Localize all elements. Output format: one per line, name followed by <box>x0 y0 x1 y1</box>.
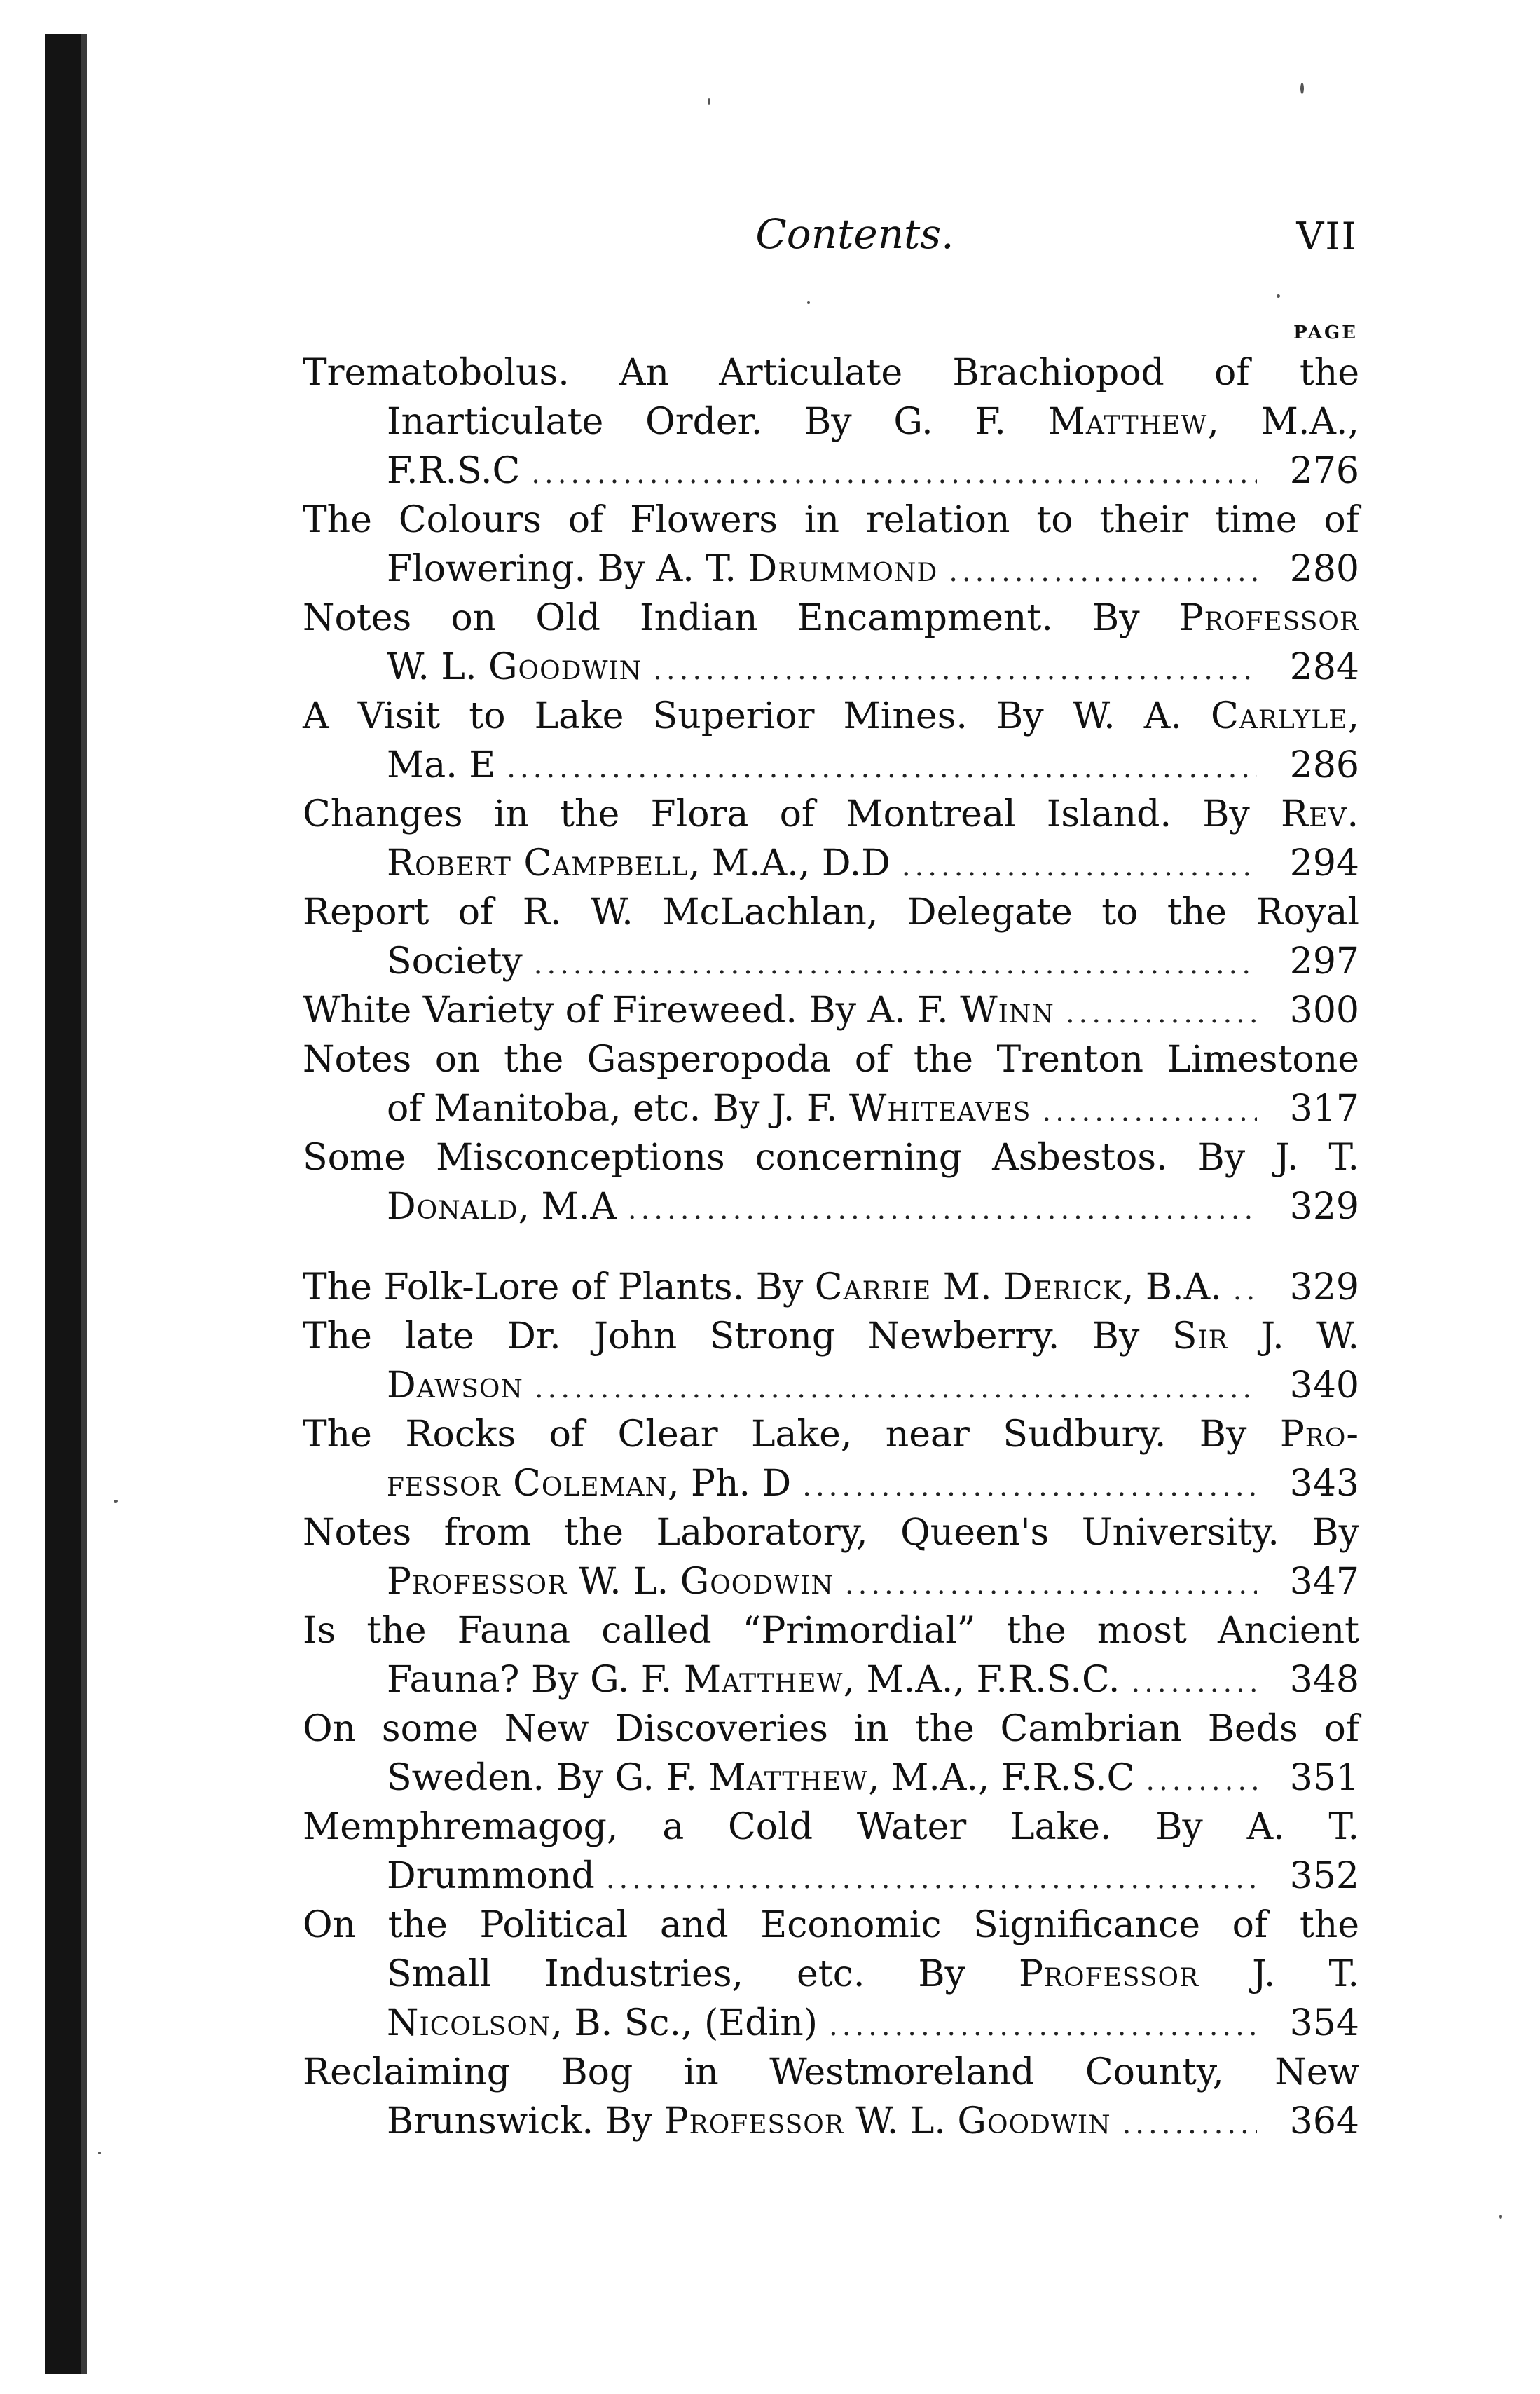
entry-page-number: 329 <box>1289 1186 1359 1228</box>
entry-text: Trematobolus. An Articulate Brachiopod of the <box>303 352 1359 394</box>
entry-text: , <box>1347 695 1359 737</box>
entry-text: On some New Discoveries in the Cambrian Beds of <box>303 1708 1359 1750</box>
toc-entry <box>303 495 1359 594</box>
toc-entry <box>303 790 1359 888</box>
toc-line <box>303 1999 1359 2048</box>
author-name: Professor <box>1018 1953 1199 1995</box>
author-name: Matthew <box>1047 401 1208 443</box>
toc-line-text <box>303 1901 1359 1950</box>
dot-leader <box>507 744 1257 793</box>
entry-text: , M.A., D.D <box>688 842 891 884</box>
toc-line <box>303 1753 1359 1803</box>
toc-line <box>303 937 1359 986</box>
entry-text: , M.A., <box>1207 401 1359 443</box>
toc-entry <box>303 2048 1359 2146</box>
toc-line <box>303 1557 1359 1606</box>
toc-line <box>303 1263 1359 1312</box>
entry-page-number: 340 <box>1289 1364 1359 1407</box>
entry-text: Memphremagog, a Cold Water Lake. By A. T. <box>303 1806 1359 1848</box>
toc-line <box>303 1508 1359 1557</box>
toc-line-text <box>387 937 523 986</box>
toc-line-text <box>387 446 520 495</box>
entry-text: Drummond <box>387 1855 595 1897</box>
toc-line <box>303 1901 1359 1950</box>
author-name: Carlyle <box>1211 695 1348 737</box>
entry-page-number: 351 <box>1289 1757 1359 1799</box>
toc-entry <box>303 1035 1359 1133</box>
toc-line-text <box>303 1704 1359 1753</box>
toc-line-text <box>387 1753 1134 1803</box>
author-name: Professor <box>664 2100 844 2142</box>
entry-text: The Folk-Lore of Plants. By <box>303 1266 815 1308</box>
entry-text: Notes on the Gasperopoda of the Trenton Limestone <box>303 1039 1359 1081</box>
entry-text: Some Misconceptions concerning Asbestos. By J. T. <box>303 1137 1359 1179</box>
toc-line-text <box>387 1999 818 2048</box>
toc-line <box>303 1312 1359 1361</box>
entry-text: Fauna? By G. F. <box>387 1659 684 1701</box>
toc-line-text <box>387 1852 595 1901</box>
entry-text: Notes from the Laboratory, Queen's University. By <box>303 1512 1359 1554</box>
toc-line-text <box>387 643 642 692</box>
dot-leader <box>1131 1658 1257 1707</box>
toc-line <box>303 594 1359 643</box>
toc-line-text <box>387 545 937 594</box>
dot-leader <box>534 940 1257 989</box>
entry-text: , Ph. D <box>667 1463 792 1505</box>
toc-entry <box>303 986 1359 1035</box>
entry-page-number: 280 <box>1289 548 1359 590</box>
toc-line-text <box>303 692 1359 741</box>
author-name: Dawson <box>387 1364 523 1407</box>
dot-leader <box>1066 989 1257 1038</box>
toc-line <box>303 741 1359 790</box>
dot-leader <box>628 1185 1257 1234</box>
entry-text: The late Dr. John Strong Newberry. By <box>303 1315 1172 1357</box>
toc-line <box>303 986 1359 1035</box>
toc-line-text <box>387 1182 617 1231</box>
entry-page-number: 352 <box>1289 1855 1359 1897</box>
toc-line <box>303 348 1359 397</box>
entry-page-number: 276 <box>1289 450 1359 492</box>
toc-line-text <box>303 1263 1222 1312</box>
dot-leader <box>1233 1266 1257 1315</box>
toc-entry <box>303 1606 1359 1704</box>
entry-text: W. L. <box>567 1561 680 1603</box>
entry-text: W. L. <box>844 2100 958 2142</box>
dot-leader <box>653 645 1257 695</box>
toc-line <box>303 1606 1359 1655</box>
running-header-title: Contents. <box>755 210 954 258</box>
author-name: Nicolson <box>387 2002 551 2044</box>
author-name: Rev. <box>1281 793 1359 835</box>
toc-line-text <box>303 1508 1359 1557</box>
toc-line-text <box>303 1606 1359 1655</box>
toc-line <box>303 2097 1359 2146</box>
entry-text: M. <box>931 1266 1004 1308</box>
toc-line-text <box>387 397 1359 446</box>
entry-text: Reclaiming Bog in Westmoreland County, New <box>303 2051 1359 2093</box>
toc-entry <box>303 1133 1359 1231</box>
entry-page-number: 297 <box>1289 940 1359 983</box>
toc-line <box>303 790 1359 839</box>
entry-page-number: 354 <box>1289 2002 1359 2044</box>
entry-text: Changes in the Flora of Montreal Island. By <box>303 793 1281 835</box>
entry-text: The Colours of Flowers in relation to their time of <box>303 499 1359 541</box>
toc-line <box>303 545 1359 594</box>
toc-line <box>303 692 1359 741</box>
entry-text: Inarticulate Order. By G. F. <box>387 401 1048 443</box>
toc-line <box>303 2048 1359 2097</box>
author-name: Robert Campbell <box>387 842 689 884</box>
toc-line <box>303 1950 1359 1999</box>
author-name: Sir <box>1171 1315 1228 1357</box>
dot-leader <box>845 1560 1257 1609</box>
toc-line-text <box>303 1035 1359 1084</box>
entry-text: Sweden. By G. F. <box>387 1757 709 1799</box>
book-spine-shadow <box>45 34 81 2374</box>
toc-line <box>303 643 1359 692</box>
toc-line-text <box>303 1803 1359 1852</box>
toc-entry <box>303 1704 1359 1803</box>
table-of-contents <box>303 348 1359 2146</box>
author-name: Goodwin <box>957 2100 1111 2142</box>
entry-text: Flowering. By A. T. <box>387 548 748 590</box>
toc-entry <box>303 888 1359 986</box>
dot-leader <box>802 1462 1257 1511</box>
entry-text: Brunswick. By <box>387 2100 664 2142</box>
entry-page-number: 364 <box>1289 2100 1359 2142</box>
toc-line-text <box>303 348 1359 397</box>
toc-line <box>303 1803 1359 1852</box>
toc-line <box>303 888 1359 937</box>
page-number: VII <box>1296 214 1358 259</box>
entry-text: J. T. <box>1199 1953 1360 1995</box>
toc-line <box>303 1852 1359 1901</box>
toc-line-text <box>303 2048 1359 2097</box>
toc-entry <box>303 1263 1359 1312</box>
entry-text: , B.A. <box>1122 1266 1222 1308</box>
toc-line <box>303 1035 1359 1084</box>
toc-line <box>303 1704 1359 1753</box>
author-name: Winn <box>960 990 1054 1032</box>
entry-text: A Visit to Lake Superior Mines. By W. A. <box>303 695 1211 737</box>
author-name: Pro- <box>1279 1414 1359 1456</box>
author-name: Drummond <box>748 548 938 590</box>
toc-entry <box>303 348 1359 495</box>
dot-leader <box>606 1854 1257 1903</box>
toc-line-text <box>387 1459 791 1508</box>
author-name: Carrie <box>814 1266 932 1308</box>
author-name: Matthew <box>683 1659 844 1701</box>
dot-leader <box>531 449 1257 498</box>
toc-line-text <box>303 495 1359 545</box>
toc-entry <box>303 1312 1359 1410</box>
entry-text: On the Political and Economic Significance of the <box>303 1904 1359 1946</box>
page-column-label: PAGE <box>1293 322 1358 343</box>
entry-text: Small Industries, etc. By <box>387 1953 1019 1995</box>
toc-line <box>303 1084 1359 1133</box>
author-name: Goodwin <box>488 646 642 688</box>
toc-line-text <box>303 986 1054 1035</box>
dot-leader <box>949 547 1257 596</box>
toc-entry <box>303 692 1359 790</box>
entry-text: F.R.S.C <box>387 450 521 492</box>
author-name: Professor <box>1178 597 1359 639</box>
entry-page-number: 286 <box>1289 744 1359 786</box>
entry-text: White Variety of Fireweed. By A. F. <box>303 990 961 1032</box>
entry-page-number: 348 <box>1289 1659 1359 1701</box>
dot-leader <box>1122 2100 1257 2149</box>
toc-line-text <box>303 1410 1359 1459</box>
author-name: fessor Coleman <box>387 1463 668 1505</box>
dot-leader <box>535 1364 1257 1413</box>
toc-line-text <box>387 2097 1111 2146</box>
toc-entry <box>303 1803 1359 1901</box>
author-name: Matthew <box>708 1757 869 1799</box>
entry-text: of Manitoba, etc. By J. F. <box>387 1088 849 1130</box>
toc-line <box>303 446 1359 495</box>
toc-line <box>303 1459 1359 1508</box>
toc-line-text <box>303 1133 1359 1182</box>
toc-line <box>303 1133 1359 1182</box>
dot-leader <box>829 2002 1257 2051</box>
toc-line-text <box>387 1084 1031 1133</box>
toc-line-text <box>303 888 1359 937</box>
entry-text: Ma. E <box>387 744 496 786</box>
toc-line <box>303 1361 1359 1410</box>
toc-line <box>303 1655 1359 1704</box>
entry-text: The Rocks of Clear Lake, near Sudbury. By <box>303 1414 1280 1456</box>
entry-page-number: 347 <box>1289 1561 1359 1603</box>
toc-line-text <box>303 1312 1359 1361</box>
entry-page-number: 284 <box>1289 646 1359 688</box>
author-name: Professor <box>387 1561 568 1603</box>
entry-text: , M.A <box>518 1186 617 1228</box>
author-name: Derick <box>1003 1266 1122 1308</box>
toc-entry <box>303 1508 1359 1606</box>
entry-text: Report of R. W. McLachlan, Delegate to the Royal <box>303 891 1359 933</box>
author-name: Donald <box>387 1186 518 1228</box>
toc-entry <box>303 1901 1359 2048</box>
entry-page-number: 329 <box>1289 1266 1359 1308</box>
entry-text: , B. Sc., (Edin) <box>551 2002 818 2044</box>
toc-line <box>303 839 1359 888</box>
dot-leader <box>1146 1756 1257 1805</box>
toc-line-text <box>387 839 891 888</box>
dot-leader <box>1042 1087 1257 1136</box>
entry-page-number: 317 <box>1289 1088 1359 1130</box>
toc-line-text <box>387 1655 1120 1704</box>
toc-line-text <box>387 1361 523 1410</box>
entry-text: Is the Fauna called “Primordial” the most Ancient <box>303 1610 1359 1652</box>
entry-text: Notes on Old Indian Encampment. By <box>303 597 1179 639</box>
toc-line <box>303 1182 1359 1231</box>
book-spine-edge <box>81 34 87 2374</box>
toc-line-text <box>303 594 1359 643</box>
entry-page-number: 343 <box>1289 1463 1359 1505</box>
entry-text: Society <box>387 940 523 983</box>
dot-leader <box>902 842 1257 891</box>
entry-text: , M.A., F.R.S.C <box>868 1757 1135 1799</box>
toc-line <box>303 495 1359 545</box>
entry-text: J. W. <box>1228 1315 1359 1357</box>
toc-line <box>303 1410 1359 1459</box>
toc-line-text <box>387 1557 834 1606</box>
toc-line-text <box>303 790 1359 839</box>
author-name: Whiteaves <box>848 1088 1031 1130</box>
entry-text: W. L. <box>387 646 489 688</box>
toc-line-text <box>387 1950 1359 1999</box>
entry-text: , M.A., F.R.S.C. <box>843 1659 1120 1701</box>
entry-page-number: 300 <box>1289 990 1359 1032</box>
toc-line <box>303 397 1359 446</box>
toc-entry <box>303 594 1359 692</box>
toc-line-text <box>387 741 495 790</box>
toc-entry <box>303 1410 1359 1508</box>
author-name: Goodwin <box>680 1561 834 1603</box>
entry-page-number: 294 <box>1289 842 1359 884</box>
